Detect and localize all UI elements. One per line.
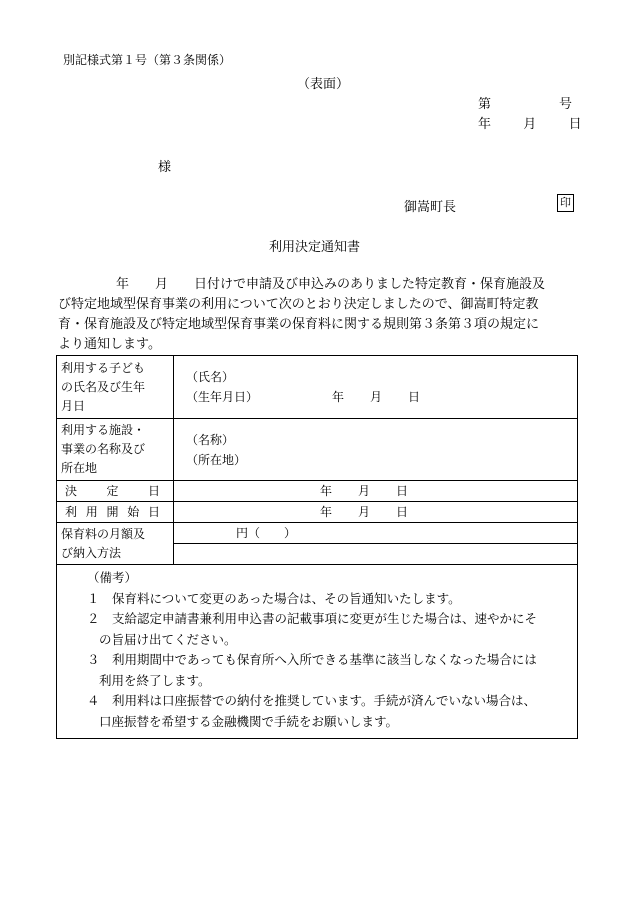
number-prefix: 第 bbox=[478, 97, 492, 112]
number-suffix: 号 bbox=[559, 97, 573, 112]
facility-address-field: （所在地） bbox=[186, 452, 247, 467]
note-item: １ 保育料について変更のあった場合は、その旨通知いたします。 bbox=[87, 590, 461, 606]
body-month: 月 bbox=[155, 277, 169, 292]
decision-table bbox=[56, 355, 578, 739]
child-value[interactable] bbox=[174, 356, 578, 419]
child-label: 利用する子ども の氏名及び生年 月日 bbox=[57, 356, 174, 419]
notes-heading: （備考） bbox=[87, 570, 138, 585]
start-date-value[interactable]: 年 月 日 bbox=[174, 502, 578, 523]
day-label: 日 bbox=[568, 117, 582, 132]
form-reference: 別記様式第１号（第３条関係） bbox=[63, 53, 232, 67]
facility-value[interactable] bbox=[174, 419, 578, 481]
fee-method-value[interactable] bbox=[174, 544, 578, 565]
table-row-fee bbox=[57, 523, 578, 544]
table-row-child bbox=[57, 356, 578, 419]
issuer-name: 御嵩町長 bbox=[404, 200, 457, 215]
note-item: ２ 支給認定申請書兼利用申込書の記載事項に変更が生じた場合は、速やかにそ の旨届け出てください。 bbox=[87, 611, 538, 647]
body-line-1 bbox=[58, 275, 578, 295]
month-label: 月 bbox=[523, 117, 537, 132]
facility-label: 利用する施設・ 事業の名称及び 所在地 bbox=[57, 419, 174, 481]
issue-date bbox=[478, 113, 582, 132]
note-item: ４ 利用料は口座振替での納付を推奨しています。手続が済んでいない場合は、 口座振替を希望する金融機関で手続をお願いします。 bbox=[87, 693, 537, 729]
child-name-field: （氏名） bbox=[186, 370, 235, 384]
addressee-honorific: 様 bbox=[158, 160, 172, 175]
body-line-2: び特定地域型保育事業の利用について次のとおり決定しましたので、御嵩町特定教 bbox=[58, 297, 539, 312]
body-year: 年 bbox=[116, 277, 130, 292]
body-line-3: 育・保育施設及び特定地域型保育事業の保育料に関する規則第３条第３項の規定に bbox=[58, 317, 540, 332]
decision-date-value[interactable]: 年 月 日 bbox=[174, 481, 578, 502]
table-row-notes bbox=[57, 565, 578, 739]
fee-amount-value[interactable]: 円（ ） bbox=[174, 523, 578, 544]
surface-label: （表面） bbox=[297, 77, 350, 92]
decision-date-label: 決 定 日 bbox=[57, 481, 174, 502]
child-birth-field: （生年月日） bbox=[186, 390, 259, 404]
fee-label: 保育料の月額及 び納入方法 bbox=[57, 523, 174, 565]
notes-cell bbox=[57, 565, 578, 739]
note-item: ３ 利用期間中であっても保育所へ入所できる基準に該当しなくなった場合には 利用を終了します。 bbox=[87, 652, 537, 688]
table-row-start-date bbox=[57, 502, 578, 523]
facility-name-field: （名称） bbox=[186, 432, 235, 447]
table-row-decision-date bbox=[57, 481, 578, 502]
table-row-facility bbox=[57, 419, 578, 481]
body-paragraph bbox=[58, 275, 578, 355]
start-date-label: 利 用 開 始 日 bbox=[57, 502, 174, 523]
body-line-4: より通知します。 bbox=[58, 337, 161, 352]
document-title: 利用決定通知書 bbox=[269, 240, 361, 255]
seal-mark: 印 bbox=[557, 194, 574, 212]
child-birth-row: （生年月日） 年 月 日 bbox=[186, 390, 421, 404]
body-line-1-text: 日付けで申請及び申込みのありました特定教育・保育施設及 bbox=[194, 277, 546, 292]
year-label: 年 bbox=[478, 117, 492, 132]
